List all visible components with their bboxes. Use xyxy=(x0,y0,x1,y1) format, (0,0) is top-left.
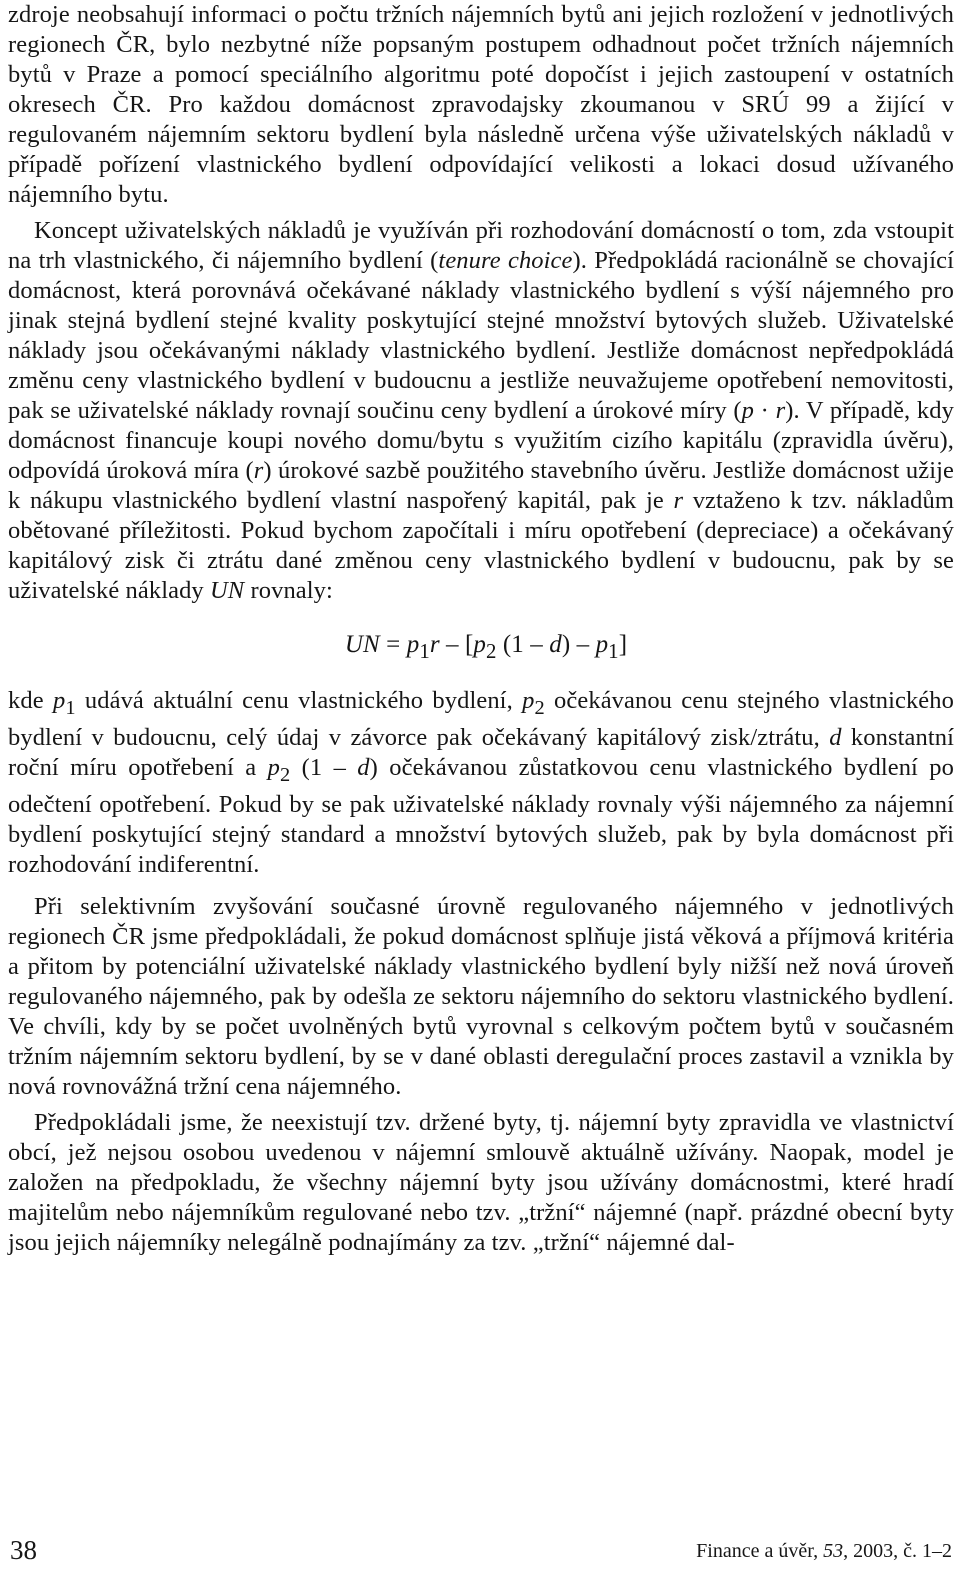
journal-citation: Finance a úvěr, 53, 2003, č. 1–2 xyxy=(696,1540,952,1562)
paragraph-5: Předpokládali jsme, že neexistují tzv. držené byty, tj. nájemní byty zpravidla ve vlastnictví obcí, jež nejsou osobou uvedenou v nájemní smlouvě aktuálně užívány. Naopak, model je založen na předpokladu, že všechny nájemní byty jsou užívány domácnostmi, které hradí majitelům nebo nájemníkům regulované nebo tzv. „tržní“ nájemné (např. prázdné obecní byty jsou jejich nájemníky nelegálně podnajímány za tzv. „tržní“ nájemné dal- xyxy=(8,1108,954,1256)
paragraph-4: Při selektivním zvyšování současné úrovně regulovaného nájemného v jednotlivých regionech ČR jsme předpokládali, že pokud domácnost splňuje jistá věková a příjmová kritéria a přitom by potenciální uživatelské náklady vlastnického bydlení byly nižší než nová úroveň regulovaného nájemného, pak by odešla ze sektoru nájemního do sektoru vlastnického bydlení. Ve chvíli, kdy by se počet uvolněných bytů vyrovnal s celkovým počtem bytů v současném tržním nájemním sektoru bydlení, by se v dané oblasti deregulační proces zastavil a vznikla by nová rovnovážná tržní cena nájemného. xyxy=(8,892,954,1100)
page-number: 38 xyxy=(10,1535,37,1565)
formula-user-cost: UN = $p_1r - [p_2$ $(1 - d) - p_1$] xyxy=(344,631,628,663)
article-body xyxy=(8,0,954,1258)
paragraph-1: zdroje neobsahují informaci o počtu tržních nájemních bytů ani jejich rozložení v jednotlivých regionech ČR, bylo nezbytné níže popsaným postupem odhadnout počet tržních nájemních bytů v Praze a pomocí speciálního algoritmu poté dopočíst i jejich zastoupení v ostatních okresech ČR. Pro každou domácnost zpravodajsky zkoumanou v SRÚ 99 a žijící v regulovaném nájemním sektoru bydlení byla následně určena výše uživatelských nákladů v případě pořízení vlastnického bydlení odpovídající velikosti a lokaci dosud užívaného nájemního bytu. xyxy=(8,1,954,208)
paragraph-3: kde $p_1$ udává aktuální cenu vlastnického bydlení, $p_2$ očekávanou cenu stejného vlastnického bydlení v budoucnu, celý údaj v závorce pak očekávaný kapitálový zisk/ztrátu, d konstantní roční míru opotřebení a $p_2$ (1 – d) očekávanou zůstatkovou cenu vlastnického bydlení po odečtení opotřebení. Pokud by se pak uživatelské náklady rovnaly výši nájemného za nájemní bydlení poskytující stejný standard a množství bytových služeb, pak by byla domácnost při rozhodování indiferentní. xyxy=(8,687,954,878)
paragraph-2: Koncept uživatelských nákladů je využíván při rozhodování domácností o tom, zda vstoupit na trh vlastnického, či nájemního bydlení (tenure choice). Předpokládá racionálně se chovající domácnost, která porovnává očekávané náklady vlastnického bydlení s výší nájemného pro jinak stejná bydlení stejné kvality poskytující stejné množství bytových služeb. Uživatelské náklady jsou očekávanými náklady vlastnického bydlení. Jestliže domácnost nepředpokládá změnu ceny vlastnického bydlení v budoucnu a jestliže neuvažujeme opotřebení nemovitosti, pak se uživatelské náklady rovnají součinu ceny bydlení a úrokové míry (p · r). V případě, kdy domácnost financuje koupi nového domu/bytu s využitím cizího kapitálu (zpravidla úvěru), odpovídá úroková míra (r) úrokové sazbě použitého stavebního úvěru. Jestliže domácnost užije k nákupu vlastnického bydlení vlastní naspořený kapitál, pak je r vztaženo k tzv. nákladům obětované příležitosti. Pokud bychom započítali i míru opotřebení (depreciace) a očekávaný kapitálový zisk či ztrátu dané změnou ceny vlastnického bydlení v budoucnu, pak by se uživatelské náklady UN rovnaly: xyxy=(8,217,954,604)
